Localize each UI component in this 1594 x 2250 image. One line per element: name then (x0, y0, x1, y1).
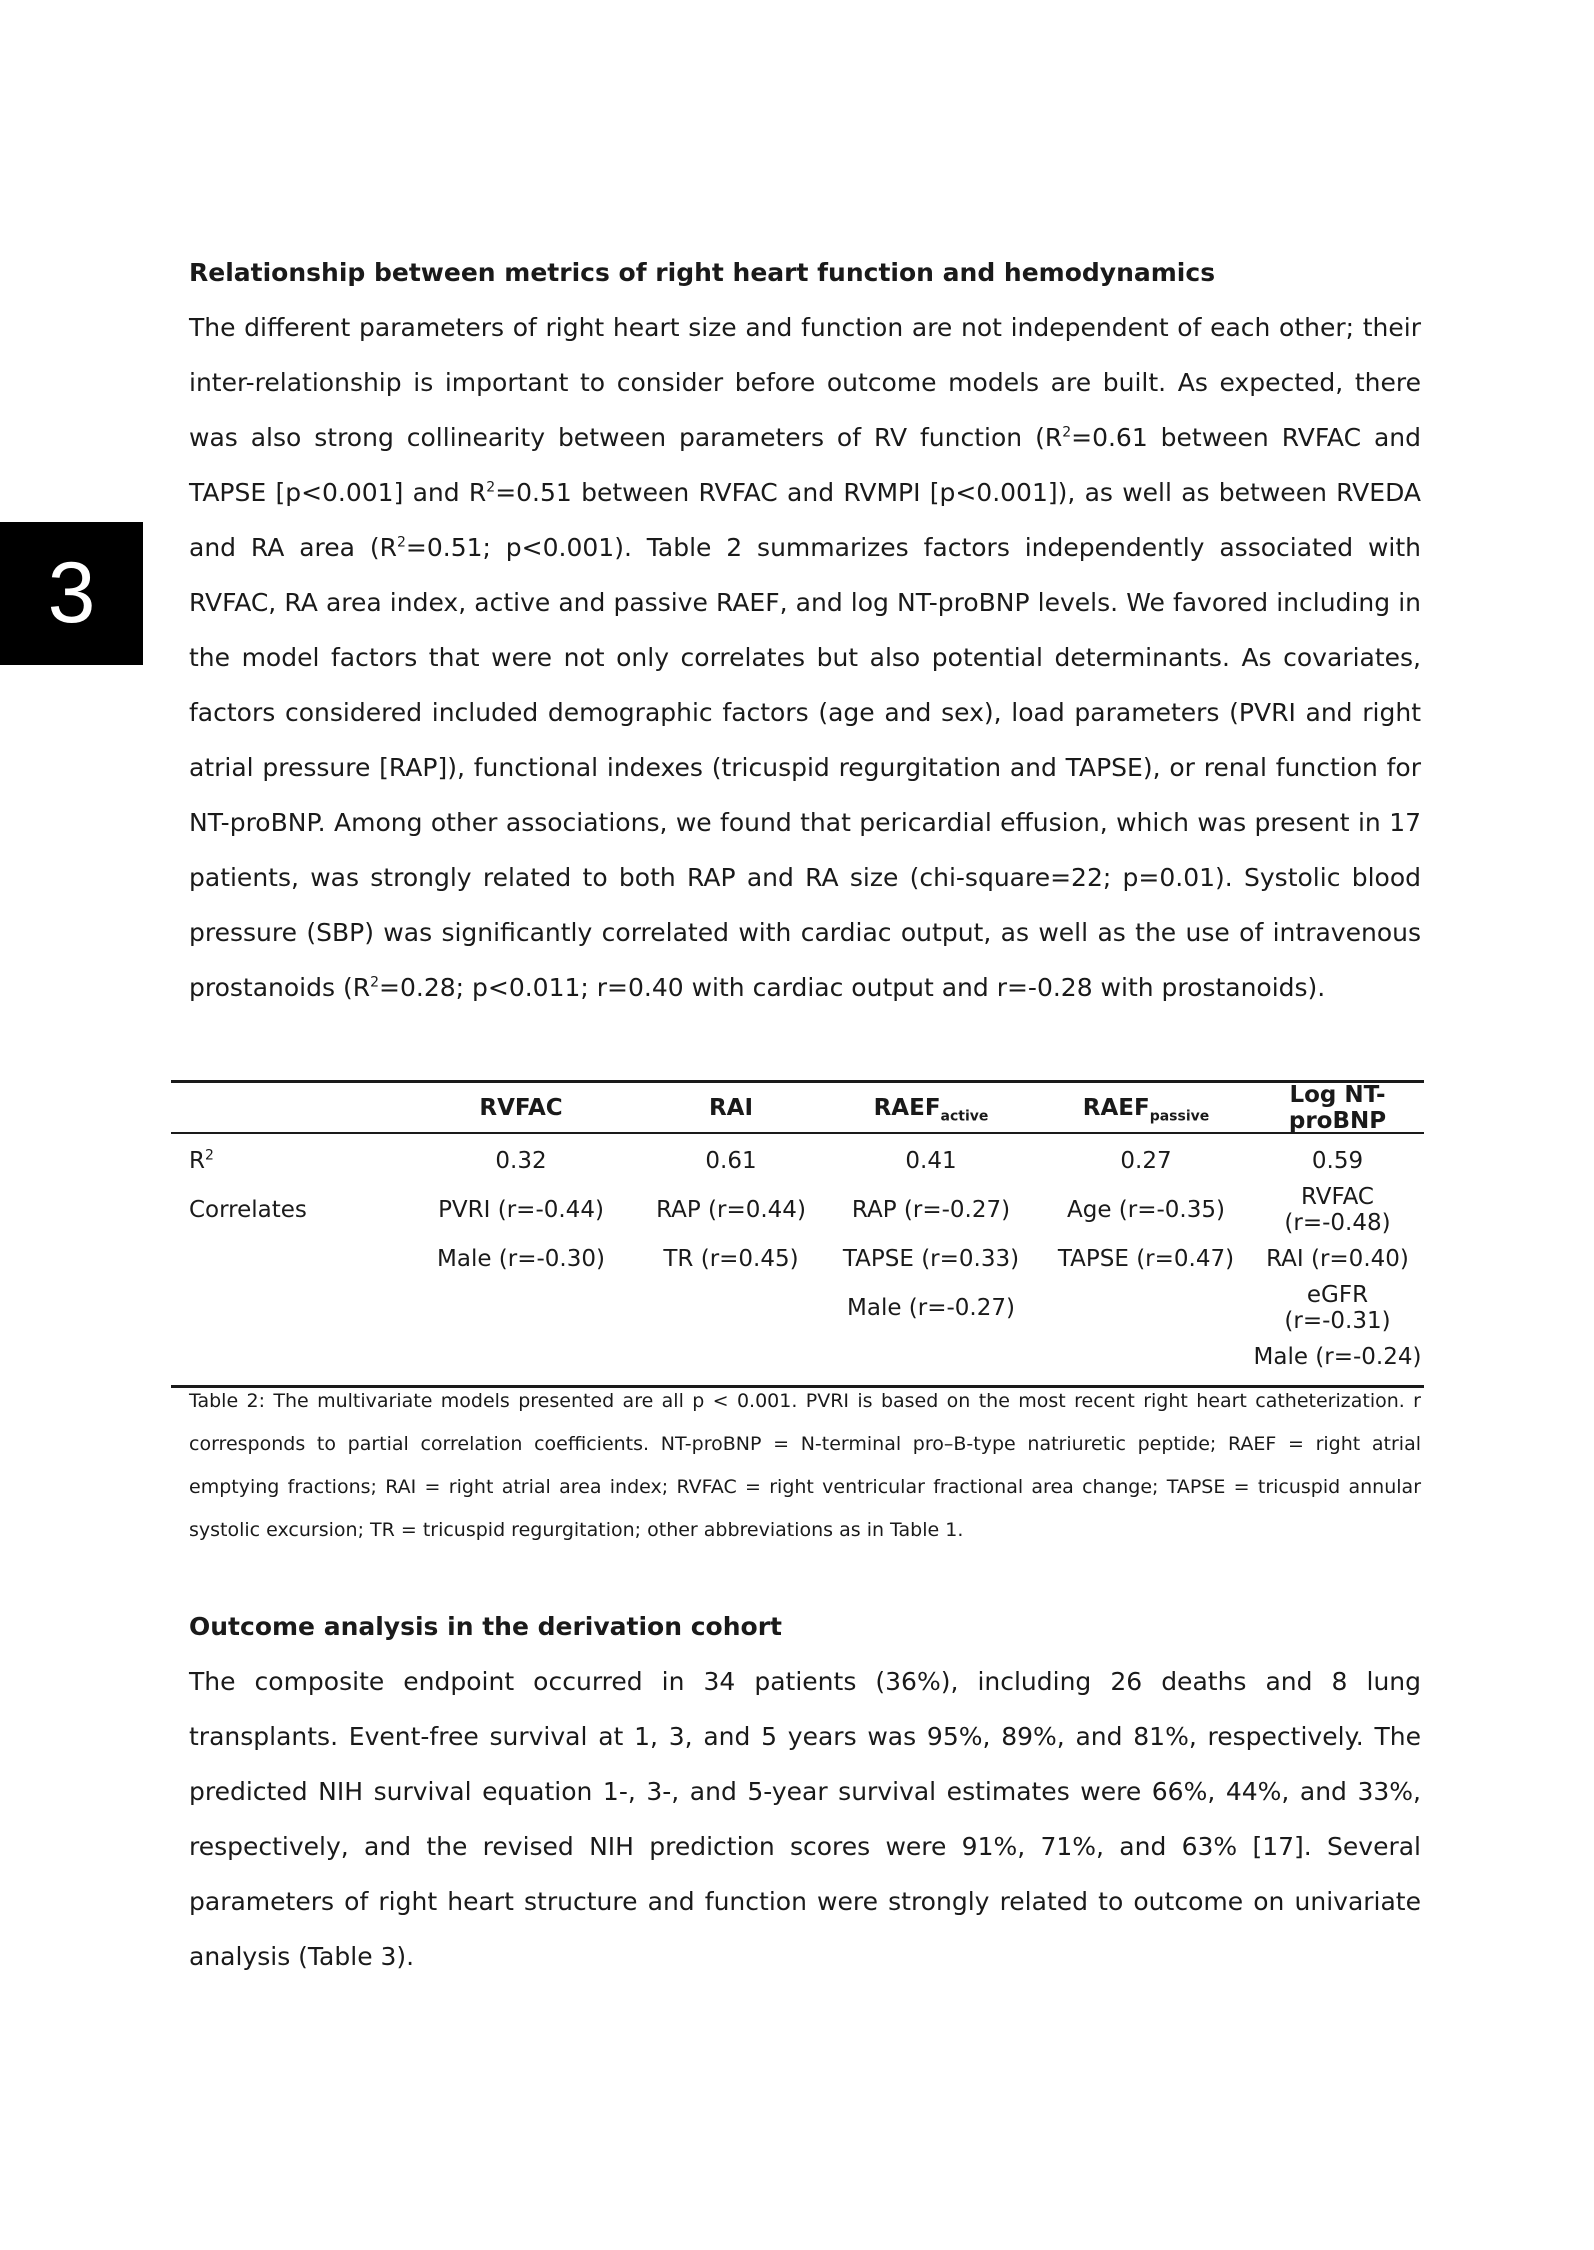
table-row (171, 1185, 1424, 1234)
table-cell: PVRI (r=-0.44) (438, 1196, 604, 1223)
header-log-ntprobnp: Log NT-proBNP (1288, 1081, 1387, 1134)
table-caption: Table 2: The multivariate models presented are all p < 0.001. PVRI is based on the most recent right heart catheterization. r corresponds to partial correlation coefficients. NT-proBNP = N-terminal pro–B-type natriuretic peptide; RAEF = right atrial emptying fractions; RAI = right atrial area index; RVFAC = right ventricular fractional area change; TAPSE = tricuspid annular systolic excursion; TR = tricuspid regurgitation; other abbreviations as in Table 1. (189, 1390, 1421, 1541)
table-cell: Male (r=-0.24) (1253, 1343, 1422, 1370)
table-cell: 0.41 (905, 1147, 957, 1174)
table-cell: TAPSE (r=0.47) (1057, 1245, 1235, 1272)
table-row (171, 1136, 1424, 1185)
table-cell: TAPSE (r=0.33) (842, 1245, 1020, 1272)
table-cell: TR (r=0.45) (663, 1245, 799, 1272)
table-cell: eGFR (r=-0.31) (1284, 1281, 1391, 1334)
header-raef-active: $RAEF_{active}$ (873, 1094, 989, 1125)
section-heading: Outcome analysis in the derivation cohort (189, 1612, 782, 1641)
table-cell: 0.32 (495, 1147, 547, 1174)
table-cell: RVFAC (r=-0.48) (1284, 1183, 1391, 1236)
table-cell: 0.27 (1120, 1147, 1172, 1174)
table-cell: RAP (r=-0.27) (851, 1196, 1011, 1223)
body-paragraph: The different parameters of right heart size and function are not independent of each other; their inter-relationship is important to consider before outcome models are built. As expected, there was also strong collinearity between parameters of RV function ($R^2=0.61$ between RVFAC and TAPSE [p<0.001] and $R^2=0.51$ between RVFAC and RVMPI [p<0.001]), as well as between RVEDA and RA area ($R^2=0.51$; p<0.001). Table 2 summarizes factors independently associated with RVFAC, RA area index, active and passive RAEF, and log NT-proBNP levels. We favored including in the model factors that were not only correlates but also potential determinants. As covariates, factors considered included demographic factors (age and sex), load parameters (PVRI and right atrial pressure [RAP]), functional indexes (tricuspid regurgitation and TAPSE), or renal function for NT-proBNP. Among other associations, we found that pericardial effusion, which was present in 17 patients, was strongly related to both RAP and RA size (chi-square=22; p=0.01). Systolic blood pressure (SBP) was significantly correlated with cardiac output, as well as the use of intravenous prostanoids ($R^2=0.28$; p<0.011; r=0.40 with cardiac output and r=-0.28 with prostanoids). (189, 313, 1421, 1002)
row-label-correlates: Correlates (189, 1196, 307, 1223)
table-header-row (171, 1083, 1424, 1132)
section-outcome-analysis (189, 1612, 1421, 1984)
table-cell: 0.61 (705, 1147, 757, 1174)
header-rvfac: RVFAC (479, 1094, 563, 1121)
table-cell: 0.59 (1311, 1147, 1364, 1174)
table-2 (171, 1080, 1424, 1388)
section-heading: Relationship between metrics of right heart function and hemodynamics (189, 258, 1216, 287)
row-label-r2: $R^2$ (189, 1146, 214, 1174)
table-row (171, 1283, 1424, 1332)
header-rai: RAI (708, 1094, 754, 1121)
body-paragraph: The composite endpoint occurred in 34 patients (36%), including 26 deaths and 8 lung transplants. Event-free survival at 1, 3, and 5 years was 95%, 89%, and 81%, respectively. The predicted NIH survival equation 1-, 3-, and 5-year survival estimates were 66%, 44%, and 33%, respectively, and the revised NIH prediction scores were 91%, 71%, and 63% [17]. Several parameters of right heart structure and function were strongly related to outcome on univariate analysis (Table 3). (189, 1667, 1421, 1971)
table-cell: Age (r=-0.35) (1067, 1196, 1225, 1223)
table-row (171, 1234, 1424, 1283)
chapter-tab: 3 (0, 522, 143, 665)
header-raef-passive: $RAEF_{passive}$ (1082, 1094, 1210, 1125)
table-cell: RAP (r=0.44) (656, 1196, 806, 1223)
table-row (171, 1332, 1424, 1381)
table-cell: Male (r=-0.30) (437, 1245, 605, 1272)
table-cell: Male (r=-0.27) (847, 1294, 1015, 1321)
section-right-heart-metrics (189, 258, 1421, 1015)
table-cell: RAI (r=0.40) (1266, 1245, 1409, 1272)
